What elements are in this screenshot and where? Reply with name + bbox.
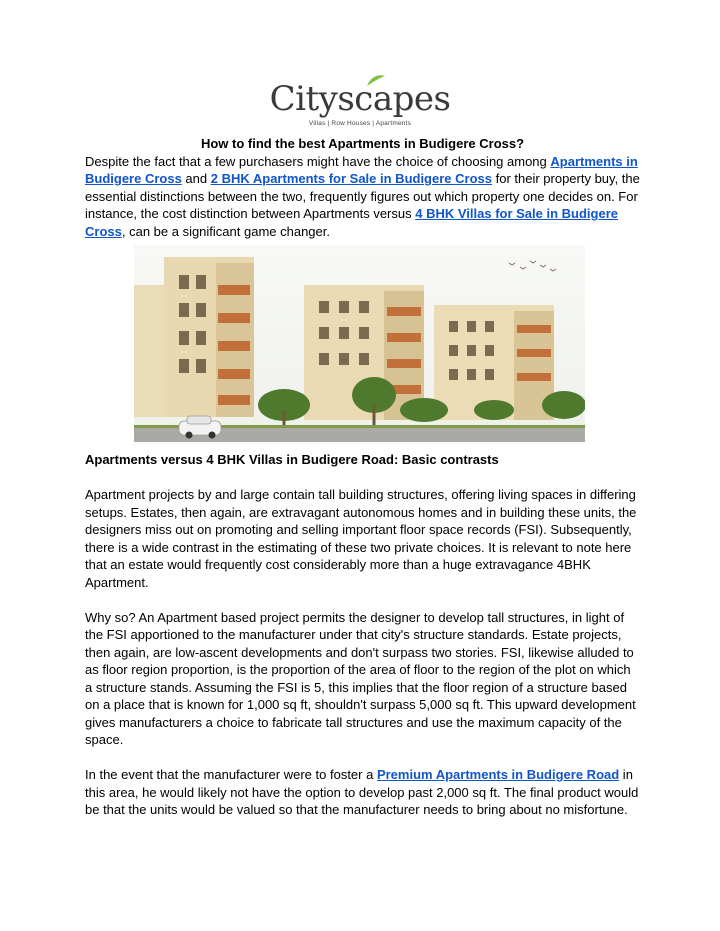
paragraph-3-text-2: in this area, he would likely not have the option to develop past 2,000 sq ft. The final product would be that the units would be valued so that the manufacturer needs to bring about no misfortune.: [85, 767, 639, 817]
intro-text-2: and: [181, 171, 211, 186]
intro-text-3: for their property buy, the essential distinctions between the two, frequently figures out which property one decides on. For instance, the cost distinction between Apartments versus: [85, 171, 640, 221]
apartment-building-photo: [134, 245, 585, 442]
logo-tagline: Villas | Row Houses | Apartments: [308, 120, 412, 127]
paragraph-1: Apartment projects by and large contain tall building structures, offering living spaces in differing setups. Estates, then again, are extravagant autonomous homes and in building these units, the designers miss out on promoting and selling important floor space records (FSI). Subsequently, there is a wide contrast in the estimating of these two private choices. It is relevant to note here that an estate would frequently cost considerably more than a huge extravagance 4BHK Apartment.: [85, 487, 637, 590]
intro-text-4: , can be a significant game changer.: [121, 223, 330, 239]
section-heading: Apartments versus 4 BHK Villas in Budigere Road: Basic contrasts: [85, 452, 499, 467]
paragraph-3-text-1: In the event that the manufacturer were to foster a: [85, 767, 377, 782]
link-apartments-budigere-cross[interactable]: Apartments in Budigere Cross: [85, 153, 638, 186]
logo-name: Cityscapes: [269, 79, 451, 119]
page-title: How to find the best Apartments in Budigere Cross?: [200, 136, 525, 151]
logo: [0, 80, 720, 127]
intro-paragraph: [85, 153, 640, 241]
article: [85, 135, 640, 819]
leaf-icon: [365, 74, 387, 88]
intro-text-1: Despite the fact that a few purchasers might have the choice of choosing among: [85, 153, 551, 169]
logo-wordmark: [270, 80, 451, 118]
paragraph-2: Why so? An Apartment based project permits the designer to develop tall structures, in light of the FSI apportioned to the manufacturer under that city's structure standards. Estate projects, then again, are low-ascent developments and don't surpass two stories. FSI, likewise alluded to as floor region proportion, is the proportion of the area of floor to the region of the plot on which a structure stands. Assuming the FSI is 5, this implies that the floor region of a structure based on a place that is known for 1,000 sq ft, shouldn't surpass 5,000 sq ft. This upward development gives manufacturers a choice to fabricate tall structures and use the maximum capacity of the space.: [85, 609, 636, 747]
paragraph-3: [85, 766, 640, 819]
link-2bhk-apartments[interactable]: 2 BHK Apartments for Sale in Budigere Cross: [210, 171, 492, 186]
link-4bhk-villas[interactable]: 4 BHK Villas for Sale in Budigere Cross: [85, 206, 618, 239]
link-premium-apartments[interactable]: Premium Apartments in Budigere Road: [376, 767, 620, 782]
